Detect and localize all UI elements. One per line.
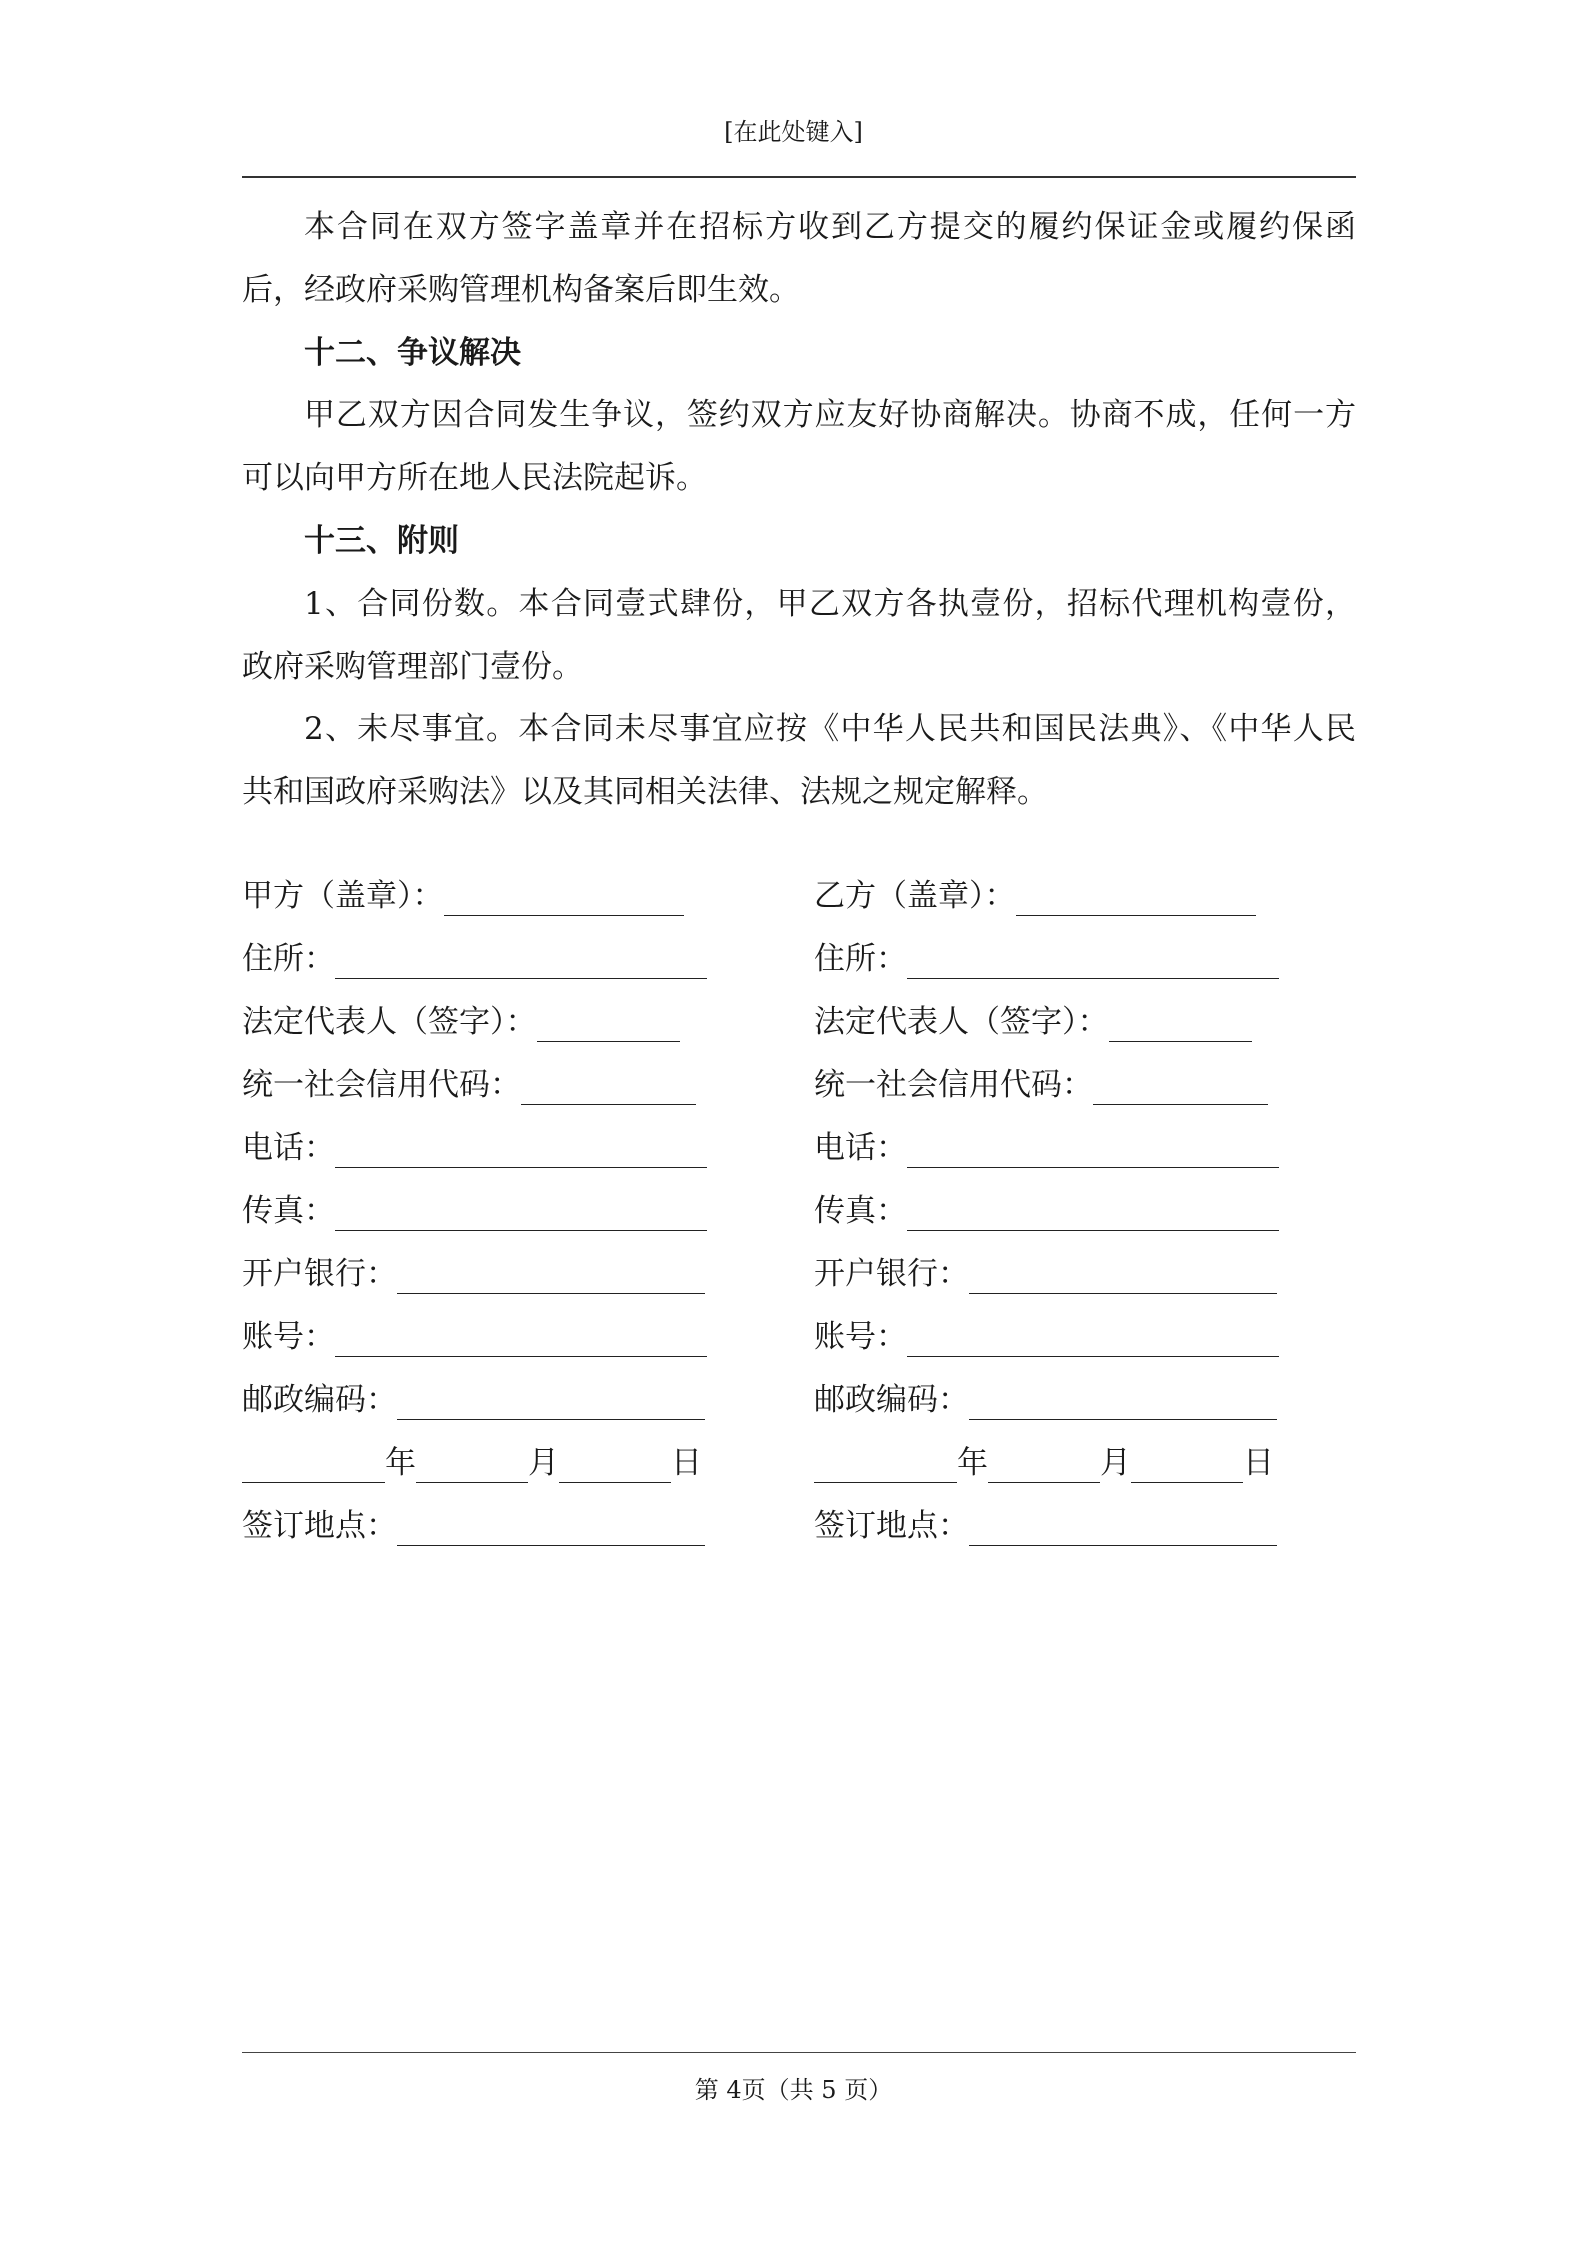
party-a-postcode-blank[interactable]	[397, 1389, 705, 1420]
party-a-account-blank[interactable]	[335, 1326, 707, 1357]
party-b-seal-label: 乙方（盖章）：	[814, 878, 1016, 914]
party-b-bank-row	[814, 1254, 1277, 1294]
footer-divider	[242, 2052, 1356, 2053]
party-a-year-blank[interactable]	[242, 1452, 385, 1483]
paragraph-line: 共和国政府采购法》以及其同相关法律、法规之规定解释。	[242, 774, 1048, 810]
party-a-seal-row	[242, 876, 684, 916]
party-a-phone-label: 电话：	[242, 1130, 335, 1166]
party-a-place-blank[interactable]	[397, 1515, 705, 1546]
party-b-seal-row	[814, 876, 1256, 916]
party-a-rep-row	[242, 1002, 680, 1042]
section-heading-12: 十二、争议解决	[304, 335, 521, 371]
party-a-credit-label: 统一社会信用代码：	[242, 1067, 521, 1103]
section-heading-13: 十三、附则	[304, 523, 459, 559]
party-b-fax-label: 传真：	[814, 1193, 907, 1229]
party-b-credit-row	[814, 1065, 1268, 1105]
party-a-postcode-row	[242, 1380, 705, 1420]
party-b-credit-label: 统一社会信用代码：	[814, 1067, 1093, 1103]
paragraph-line: 政府采购管理部门壹份。	[242, 649, 583, 685]
party-a-day-blank[interactable]	[559, 1452, 671, 1483]
party-a-postcode-label: 邮政编码：	[242, 1382, 397, 1418]
party-b-address-row	[814, 939, 1279, 979]
party-b-account-blank[interactable]	[907, 1326, 1279, 1357]
party-a-phone-row	[242, 1128, 707, 1168]
party-a-place-label: 签订地点：	[242, 1508, 397, 1544]
party-b-date-row	[814, 1443, 1274, 1483]
party-b-bank-label: 开户银行：	[814, 1256, 969, 1292]
party-a-account-label: 账号：	[242, 1319, 335, 1355]
party-a-credit-blank[interactable]	[521, 1074, 696, 1105]
paragraph-line: 本合同在双方签字盖章并在招标方收到乙方提交的履约保证金或履约保函	[304, 209, 1356, 245]
party-a-day-label: 日	[671, 1445, 702, 1481]
party-b-postcode-label: 邮政编码：	[814, 1382, 969, 1418]
party-b-month-blank[interactable]	[988, 1452, 1100, 1483]
paragraph-line: 2、未尽事宜。本合同未尽事宜应按《中华人民共和国民法典》、《中华人民	[304, 711, 1356, 747]
paragraph-line: 可以向甲方所在地人民法院起诉。	[242, 460, 707, 496]
party-b-address-label: 住所：	[814, 941, 907, 977]
party-a-place-row	[242, 1506, 705, 1546]
party-a-bank-label: 开户银行：	[242, 1256, 397, 1292]
party-a-seal-blank[interactable]	[444, 885, 684, 916]
party-b-phone-blank[interactable]	[907, 1137, 1279, 1168]
party-a-fax-row	[242, 1191, 707, 1231]
party-a-month-blank[interactable]	[416, 1452, 528, 1483]
paragraph-line: 后，经政府采购管理机构备案后即生效。	[242, 272, 800, 308]
party-a-address-row	[242, 939, 707, 979]
party-b-rep-row	[814, 1002, 1252, 1042]
party-b-account-label: 账号：	[814, 1319, 907, 1355]
party-a-phone-blank[interactable]	[335, 1137, 707, 1168]
page-header: [在此处键入]	[724, 118, 863, 146]
header-divider	[242, 176, 1356, 178]
party-a-address-label: 住所：	[242, 941, 335, 977]
party-b-rep-blank[interactable]	[1109, 1011, 1252, 1042]
page-number: 第 4页（共 5 页）	[694, 2076, 893, 2104]
party-b-place-blank[interactable]	[969, 1515, 1277, 1546]
party-b-account-row	[814, 1317, 1279, 1357]
party-b-address-blank[interactable]	[907, 948, 1279, 979]
paragraph-line: 甲乙双方因合同发生争议，签约双方应友好协商解决。协商不成，任何一方	[304, 397, 1356, 433]
party-b-bank-blank[interactable]	[969, 1263, 1277, 1294]
party-b-fax-blank[interactable]	[907, 1200, 1279, 1231]
party-b-phone-label: 电话：	[814, 1130, 907, 1166]
party-a-date-row	[242, 1443, 702, 1483]
party-a-credit-row	[242, 1065, 696, 1105]
party-b-place-label: 签订地点：	[814, 1508, 969, 1544]
party-b-year-label: 年	[957, 1445, 988, 1481]
paragraph-line: 1、合同份数。本合同壹式肆份，甲乙双方各执壹份，招标代理机构壹份，	[304, 586, 1356, 622]
party-b-seal-blank[interactable]	[1016, 885, 1256, 916]
party-a-fax-label: 传真：	[242, 1193, 335, 1229]
party-b-month-label: 月	[1100, 1445, 1131, 1481]
party-b-year-blank[interactable]	[814, 1452, 957, 1483]
party-a-seal-label: 甲方（盖章）：	[242, 878, 444, 914]
party-a-address-blank[interactable]	[335, 948, 707, 979]
party-a-bank-row	[242, 1254, 705, 1294]
party-b-postcode-blank[interactable]	[969, 1389, 1277, 1420]
party-a-rep-label: 法定代表人（签字）：	[242, 1004, 537, 1040]
party-b-rep-label: 法定代表人（签字）：	[814, 1004, 1109, 1040]
party-b-credit-blank[interactable]	[1093, 1074, 1268, 1105]
party-a-rep-blank[interactable]	[537, 1011, 680, 1042]
party-a-month-label: 月	[528, 1445, 559, 1481]
party-a-bank-blank[interactable]	[397, 1263, 705, 1294]
party-b-phone-row	[814, 1128, 1279, 1168]
party-a-account-row	[242, 1317, 707, 1357]
party-b-place-row	[814, 1506, 1277, 1546]
party-b-day-blank[interactable]	[1131, 1452, 1243, 1483]
party-b-fax-row	[814, 1191, 1279, 1231]
party-a-year-label: 年	[385, 1445, 416, 1481]
party-b-postcode-row	[814, 1380, 1277, 1420]
party-b-day-label: 日	[1243, 1445, 1274, 1481]
party-a-fax-blank[interactable]	[335, 1200, 707, 1231]
